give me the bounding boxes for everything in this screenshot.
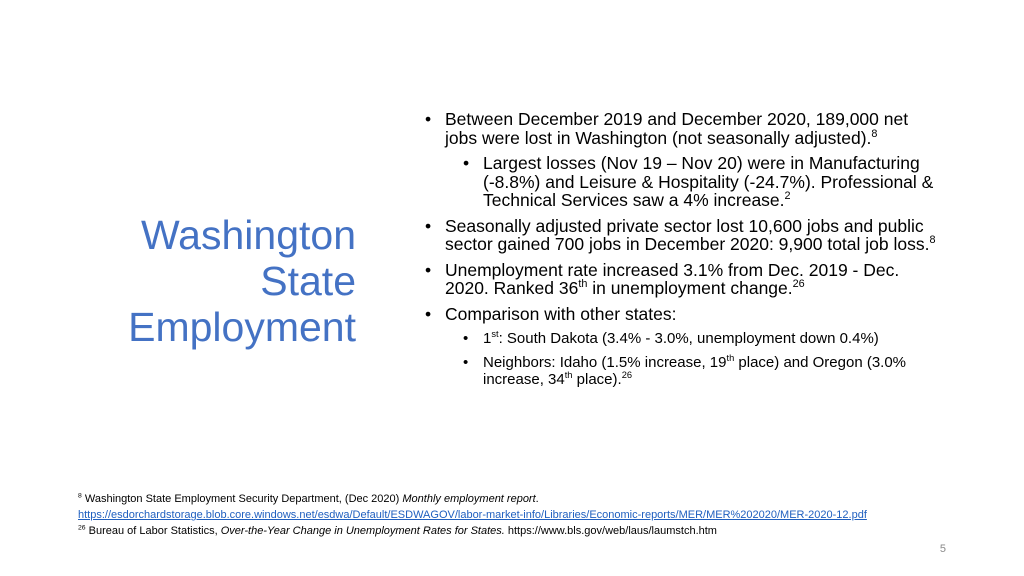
title-line-3: Employment bbox=[128, 304, 356, 350]
bullet-south-dakota: • 1st: South Dakota (3.4% - 3.0%, unemployment down 0.4%) bbox=[425, 330, 945, 347]
page-number: 5 bbox=[939, 543, 946, 555]
bullet-comparison: • Comparison with other states: bbox=[425, 305, 945, 324]
title-line-1: Washington bbox=[141, 212, 356, 258]
footnote-8-link[interactable]: https://esdorchardstorage.blob.core.windows.net/esdwa/Default/ESDWAGOV/labor-market-info/Libraries/Economic-reports/MER/MER%202020/MER-2020-12.pdf bbox=[78, 509, 867, 521]
title-line-2: State bbox=[260, 258, 356, 304]
footnote-8-link-row bbox=[78, 507, 978, 523]
bullet-largest-losses: • Largest losses (Nov 19 – Nov 20) were in Manufacturing (-8.8%) and Leisure & Hospitality (-24.7%). Professional & Technical Services saw a 4% increase.$^2$ bbox=[425, 154, 945, 210]
bullet-seasonally-adjusted: • Seasonally adjusted private sector lost 10,600 jobs and public sector gained 700 jobs in December 2020: 9,900 total job loss.$^8$ bbox=[425, 217, 945, 254]
bullet-unemployment-rate: • Unemployment rate increased 3.1% from Dec. 2019 - Dec. 2020. Ranked 36th in unemployment change.$^{26}$ bbox=[425, 261, 945, 298]
footnote-8: $^8$ Washington State Employment Security Department, (Dec 2020) Monthly employment report. bbox=[78, 492, 539, 505]
bullet-jobs-lost: • Between December 2019 and December 2020, 189,000 net jobs were lost in Washington (not seasonally adjusted).$^8$ bbox=[425, 110, 945, 147]
bullet-neighbors: • Neighbors: Idaho (1.5% increase, 19th place) and Oregon (3.0% increase, 34th place).$^{26}$ bbox=[425, 354, 945, 388]
bullet-list bbox=[425, 110, 945, 395]
footnote-26: $^{26}$ Bureau of Labor Statistics, Over-the-Year Change in Unemployment Rates for States. https://www.bls.gov/web/laus/laumstch.htm bbox=[78, 524, 717, 537]
slide-title bbox=[56, 212, 356, 350]
footnotes bbox=[78, 491, 978, 539]
